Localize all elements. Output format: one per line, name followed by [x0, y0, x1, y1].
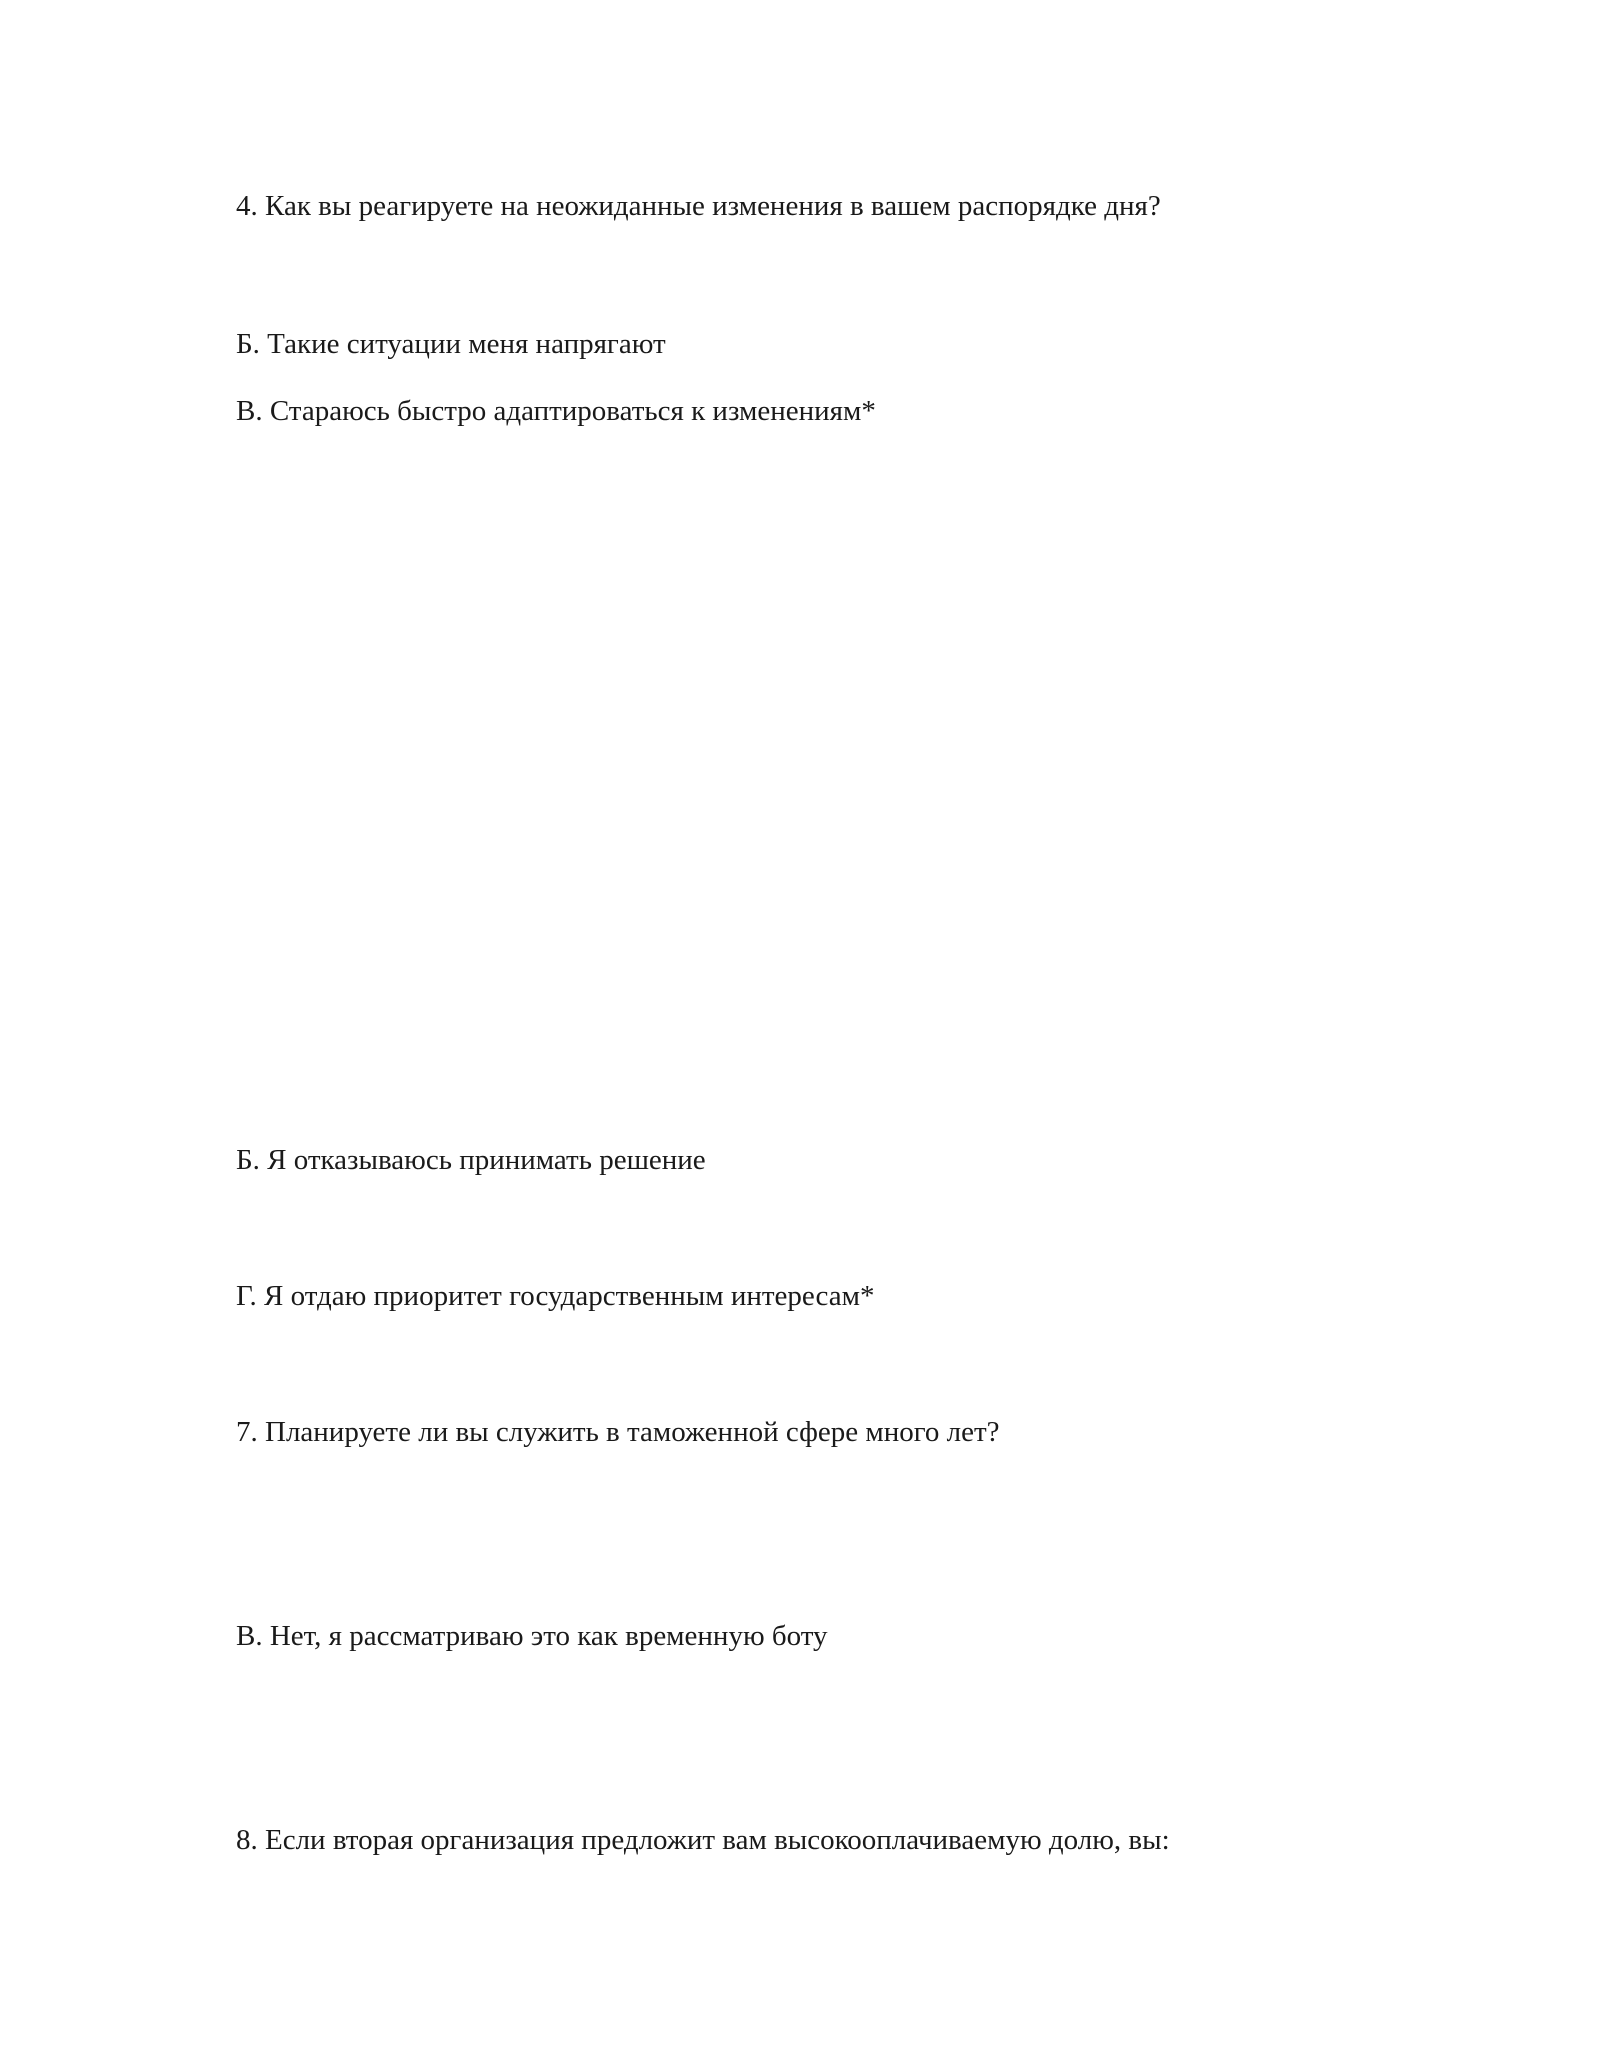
answer-option-v: В. Стараюсь быстро адаптироваться к изменениям* — [236, 395, 876, 427]
answer-option-b: Б. Я отказываюсь принимать решение — [236, 1144, 706, 1176]
question-7: 7. Планируете ли вы служить в таможенной сфере много лет? — [236, 1416, 1000, 1448]
answer-option-b: Б. Такие ситуации меня напрягают — [236, 328, 666, 360]
answer-option-v: В. Нет, я рассматриваю это как временную боту — [236, 1620, 828, 1652]
question-4: 4. Как вы реагируете на неожиданные изменения в вашем распорядке дня? — [236, 190, 1161, 222]
answer-option-g: Г. Я отдаю приоритет государственным интересам* — [236, 1280, 875, 1312]
question-8: 8. Если вторая организация предложит вам высокооплачиваемую долю, вы: — [236, 1824, 1170, 1856]
